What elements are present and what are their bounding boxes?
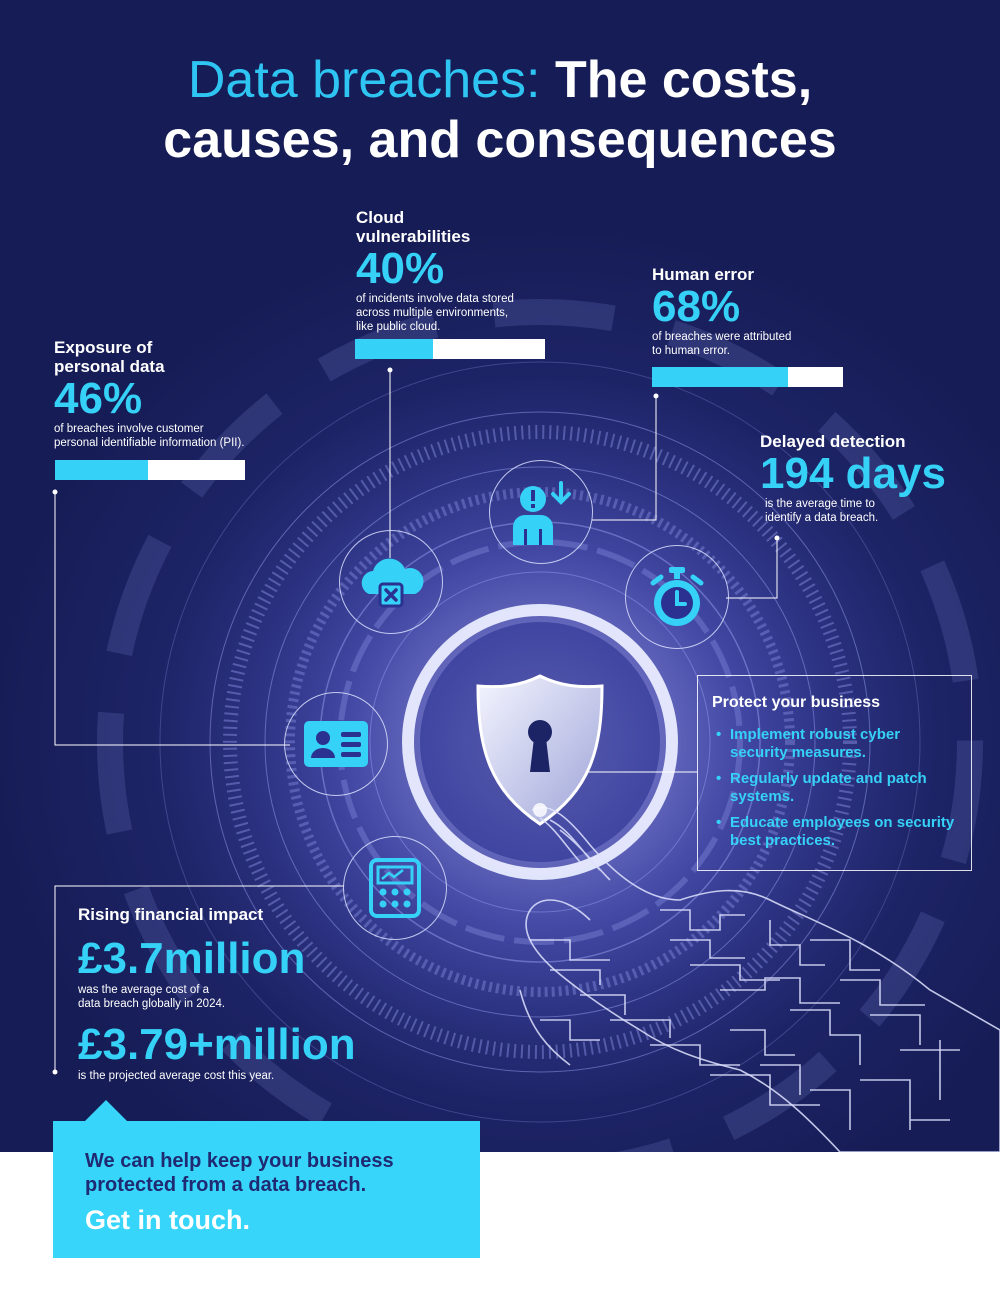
- list-item: • Implement robust cyber security measures.: [712, 726, 957, 762]
- protect-business-box: [697, 675, 972, 871]
- protect-heading: Protect your business: [712, 694, 881, 711]
- person-alert-icon: [489, 460, 593, 564]
- protect-list: [712, 726, 957, 850]
- get-in-touch-cta[interactable]: [53, 1121, 480, 1258]
- cloud-vulnerabilities-stat: Cloud vulnerabilities 40% of incidents involve data stored across multiple environments, like public cloud.: [356, 208, 514, 333]
- calculator-chart-icon: [343, 836, 447, 940]
- exposure-stat: Exposure of personal data 46% of breaches involve customer personal identifiable information (PII).: [54, 338, 245, 449]
- id-card-icon: [284, 692, 388, 796]
- page-title: Data breaches: The costs,: [187, 51, 813, 109]
- financial-impact-stat: Rising financial impact £3.7million was the average cost of a data breach globally in 2024. £3.79+million is the projected average cost this year.: [78, 905, 356, 1082]
- stopwatch-icon: [625, 545, 729, 649]
- page-title-line-2: causes, and consequences: [163, 111, 837, 169]
- human-error-progress-bar: [652, 367, 843, 387]
- cta-pointer: [85, 1100, 127, 1121]
- cloud-progress-bar: [355, 339, 545, 359]
- delayed-detection-stat: Delayed detection 194 days is the average time to identify a data breach.: [760, 432, 946, 524]
- exposure-progress-bar: [55, 460, 245, 480]
- cloud-error-icon: [339, 530, 443, 634]
- cta-text: We can help keep your business protected from a data breach.: [85, 1150, 394, 1196]
- get-in-touch-link[interactable]: Get in touch.: [85, 1205, 250, 1235]
- list-item: • Regularly update and patch systems.: [712, 770, 957, 806]
- human-error-stat: Human error 68% of breaches were attributed to human error.: [652, 265, 792, 357]
- list-item: • Educate employees on security best practices.: [712, 814, 957, 850]
